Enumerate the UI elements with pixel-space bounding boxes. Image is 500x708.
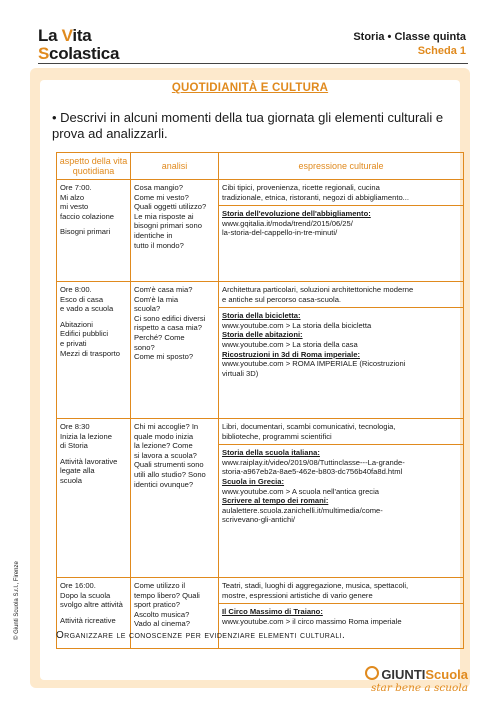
- analysis-line: Ci sono edifici diversi: [134, 313, 206, 323]
- analysis-line: Com'è casa mia?: [134, 285, 193, 294]
- expression-line: mostre, espressioni artistiche di vario genere: [222, 590, 373, 600]
- aspect-line: Attività ricreative: [60, 615, 116, 625]
- logo-accent-letter: S: [38, 44, 50, 63]
- aspect-line: e vado a scuola: [60, 304, 114, 314]
- expression-line: Teatri, stadi, luoghi di aggregazione, musica, spettacoli,: [222, 581, 409, 590]
- analysis-line: sport pratico?: [134, 600, 181, 610]
- culture-table-wrapper: [56, 152, 464, 649]
- analysis-line: Quali oggetti utilizzo?: [134, 202, 207, 212]
- aspect-line: Dopo la scuola: [60, 590, 111, 600]
- expression-line: scrivevano-gli-antichi/: [222, 515, 296, 525]
- aspect-line: e privati: [60, 338, 87, 348]
- expression-block: [219, 307, 463, 378]
- logo-text-rest: colastica: [49, 44, 120, 63]
- analysis-line: Come mi sposto?: [134, 352, 194, 362]
- aspect-line: Bisogni primari: [60, 227, 111, 237]
- analysis-cell: [131, 282, 219, 419]
- expression-block: [222, 183, 460, 202]
- expression-line: Storia della bicicletta:: [222, 311, 301, 321]
- sheet-label: Scheda 1: [417, 45, 466, 57]
- expression-line: Scuola in Grecia:: [222, 476, 285, 486]
- expression-line: Cibi tipici, provenienza, ricette regionali, cucina: [222, 183, 380, 192]
- header-expression: espressione culturale: [219, 153, 464, 180]
- expression-line: virtuali 3D): [222, 368, 259, 378]
- brand-logo: [365, 666, 468, 694]
- header-analysis: analisi: [131, 153, 219, 180]
- expression-line: aulalettere.scuola.zanichelli.it/multimedia/come-: [222, 505, 383, 515]
- expression-line: www.youtube.com > A scuola nell'antica grecia: [222, 486, 379, 496]
- analysis-line: identici ovunque?: [134, 479, 194, 489]
- aspect-line: faccio colazione: [60, 211, 115, 221]
- expression-line: www.youtube.com > ROMA IMPERIALE (Ricostruzioni: [222, 359, 406, 369]
- table-header-row: [57, 153, 464, 180]
- analysis-line: Ascolto musica?: [134, 609, 190, 619]
- analysis-line: scuola?: [134, 304, 161, 314]
- analysis-line: Come mi vesto?: [134, 192, 189, 202]
- aspect-line: Inizia la lezione: [60, 431, 112, 441]
- analysis-line: quale modo inizia: [134, 431, 194, 441]
- expression-line: Storia della scuola italiana:: [222, 448, 320, 458]
- expression-line: www.youtube.com > La storia della bicicletta: [222, 320, 372, 330]
- expression-line: e antiche sul percorso casa-scuola.: [222, 294, 342, 304]
- publisher-logo: [38, 27, 119, 63]
- table-row: [57, 180, 464, 282]
- expression-line: Ricostruzioni in 3d di Roma imperiale:: [222, 349, 360, 359]
- footer-instruction: Organizzare le conoscenze per evidenziare elementi culturali.: [56, 630, 346, 641]
- expression-block: [219, 603, 463, 626]
- aspect-line: Mezzi di trasporto: [60, 348, 120, 358]
- sheet-header: [353, 30, 466, 58]
- culture-table: [56, 152, 464, 649]
- analysis-line: Come utilizzo il: [134, 581, 186, 590]
- analysis-line: tempo libero? Quali: [134, 590, 200, 600]
- analysis-line: sono?: [134, 342, 155, 352]
- logo-text-rest: ita: [72, 26, 92, 45]
- analysis-line: Com'è la mia: [134, 294, 179, 304]
- expression-line: Scrivere al tempo dei romani:: [222, 496, 329, 506]
- analysis-line: identiche in: [134, 230, 173, 240]
- analysis-line: Chi mi accoglie? In: [134, 422, 199, 431]
- aspect-cell: [57, 282, 131, 419]
- aspect-line: Ore 8:30: [60, 422, 90, 431]
- analysis-line: bisogni primari sono: [134, 221, 202, 231]
- expression-line: Storia dell'evoluzione dell'abbigliamento:: [222, 209, 371, 219]
- copyright-note: © Giunti Scuola S.r.l., Firenze: [14, 561, 20, 640]
- giunti-logo-icon: [365, 666, 379, 680]
- analysis-line: Perché? Come: [134, 332, 185, 342]
- table-row: [57, 419, 464, 578]
- analysis-line: Quali strumenti sono: [134, 460, 204, 470]
- aspect-line: Ore 8:00.: [60, 285, 92, 294]
- expression-line: Architettura particolari, soluzioni architettoniche moderne: [222, 285, 414, 294]
- aspect-line: scuola: [60, 475, 82, 485]
- logo-text: La: [38, 26, 62, 45]
- analysis-line: utili allo studio? Sono: [134, 469, 206, 479]
- aspect-line: svolgo altre attività: [60, 600, 123, 610]
- expression-block: [222, 581, 460, 600]
- expression-block: [219, 444, 463, 525]
- table-row: [57, 282, 464, 419]
- instruction-text: • Descrivi in alcuni momenti della tua giornata gli elementi culturali e prova ad analizzarli.: [52, 110, 444, 141]
- aspect-line: Attività lavorative: [60, 456, 118, 466]
- expression-block: [219, 205, 463, 238]
- expression-line: www.youtube.com > La storia della casa: [222, 339, 358, 349]
- expression-line: www.youtube.com > il circo massimo Roma imperiale: [222, 616, 402, 626]
- header-divider: [38, 63, 468, 64]
- expression-cell: [219, 180, 464, 282]
- aspect-line: Ore 16:00.: [60, 581, 96, 590]
- expression-cell: [219, 282, 464, 419]
- brand-name-accent: Scuola: [425, 667, 468, 682]
- header-aspect: aspetto della vita quotidiana: [57, 153, 131, 180]
- aspect-line: Esco di casa: [60, 294, 104, 304]
- aspect-line: Abitazioni: [60, 319, 93, 329]
- analysis-line: la lezione? Come: [134, 441, 193, 451]
- page-title: QUOTIDIANITÀ E CULTURA: [171, 82, 329, 94]
- table-body: [57, 180, 464, 649]
- aspect-line: mi vesto: [60, 202, 89, 212]
- brand-name: GIUNTI: [381, 667, 426, 682]
- logo-accent-letter: V: [61, 26, 73, 45]
- analysis-line: Vado al cinema?: [134, 619, 191, 629]
- analysis-line: Le mia risposte ai: [134, 211, 194, 221]
- expression-line: biblioteche, programmi scientifici: [222, 431, 332, 441]
- expression-cell: [219, 419, 464, 578]
- analysis-line: si lavora a scuola?: [134, 450, 197, 460]
- expression-line: Libri, documentari, scambi comunicativi, tecnologia,: [222, 422, 396, 431]
- expression-block: [222, 422, 460, 441]
- aspect-line: Ore 7:00.: [60, 183, 92, 192]
- aspect-line: Mi alzo: [60, 192, 85, 202]
- aspect-cell: [57, 419, 131, 578]
- brand-tagline: star bene a scuola: [370, 682, 468, 694]
- aspect-line: Edifici pubblici: [60, 329, 109, 339]
- subject-label: Storia • Classe quinta: [353, 31, 466, 43]
- expression-line: storia-a967eb2a-8ae5-462e-b803-dc756b40fa8d.html: [222, 467, 403, 477]
- expression-line: la-storia-del-cappello-in-tre-minuti/: [222, 228, 338, 238]
- expression-line: www.raiplay.it/video/2019/08/Tuttinclasse---La-grande-: [222, 457, 405, 467]
- expression-block: [222, 285, 460, 304]
- aspect-cell: [57, 180, 131, 282]
- expression-line: www.gqitalia.it/moda/trend/2015/06/25/: [222, 218, 353, 228]
- analysis-cell: [131, 419, 219, 578]
- analysis-line: Cosa mangio?: [134, 183, 183, 192]
- expression-line: tradizionale, etnica, ristoranti, negozi di abbigliamento...: [222, 192, 409, 202]
- aspect-line: di Storia: [60, 441, 88, 451]
- expression-line: Storia delle abitazioni:: [222, 330, 303, 340]
- analysis-line: tutto il mondo?: [134, 240, 184, 250]
- analysis-cell: [131, 180, 219, 282]
- aspect-line: legate alla: [60, 466, 95, 476]
- analysis-line: rispetto a casa mia?: [134, 323, 202, 333]
- expression-line: Il Circo Massimo di Traiano:: [222, 607, 323, 617]
